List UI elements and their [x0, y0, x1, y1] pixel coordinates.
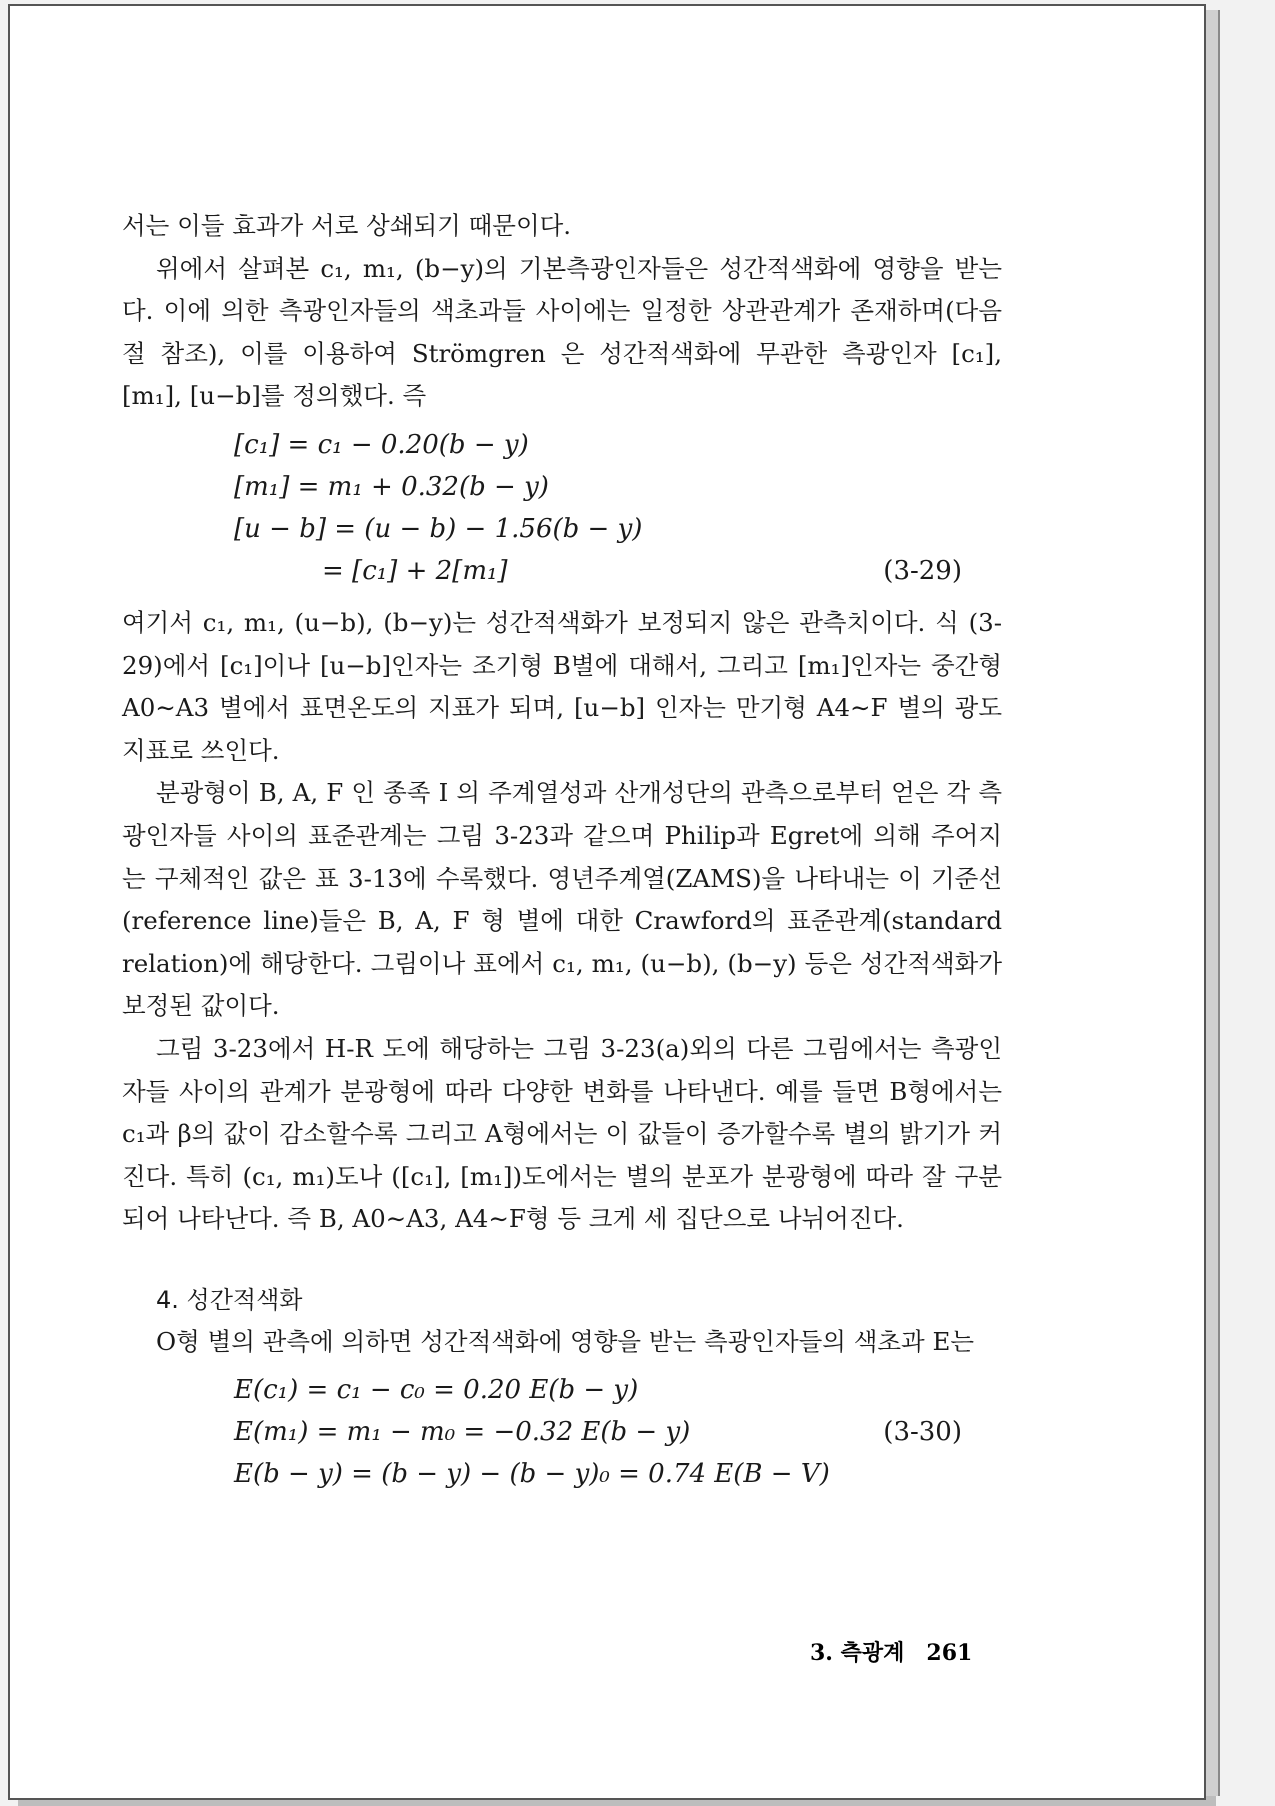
paragraph-4: 분광형이 B, A, F 인 종족 I 의 주계열성과 산개성단의 관측으로부터 얻은 각 측광인자들 사이의 표준관계는 그림 3-23과 같으며 Philip과 Egret에 의해 주어지는 구체적인 값은 표 3-13에 수록했다. 영년주계열(ZAMS)을 나타내는 이 기준선(reference line)들은 B, A, F 형 별에 대한 Crawford의 표준관계(standard relation)에 해당한다. 그림이나 표에서 c₁, m₁, (u−b), (b−y) 등은 성간적색화가 보정된 값이다.	[122, 778, 1002, 1021]
equation-line-text: E(m₁) = m₁ − m₀ = −0.32 E(b − y)	[234, 1417, 691, 1448]
equation-number: (3-30)	[883, 1417, 962, 1448]
equation-line	[234, 550, 1002, 592]
equation-line: [m₁] = m₁ + 0.32(b − y)	[234, 471, 549, 502]
equation-line-text: = [c₁] + 2[m₁]	[322, 555, 508, 586]
paragraph-2: 위에서 살펴본 c₁, m₁, (b−y)의 기본측광인자들은 성간적색화에 영향을 받는다. 이에 의한 측광인자들의 색초과들 사이에는 일정한 상관관계가 존재하며(다음 절 참조), 이를 이용하여 Strömgren 은 성간적색화에 무관한 측광인자 [c₁], [m₁], [u−b]를 정의했다. 즉	[122, 253, 1002, 411]
paragraph-6: O형 별의 관측에 의하면 성간적색화에 영향을 받는 측광인자들의 색초과 E는	[156, 1326, 975, 1356]
equation-line	[234, 1411, 1002, 1453]
equation-line: [c₁] = c₁ − 0.20(b − y)	[234, 429, 529, 460]
paragraph-5: 그림 3-23에서 H-R 도에 해당하는 그림 3-23(a)외의 다른 그림에서는 측광인자들 사이의 관계가 분광형에 따라 다양한 변화를 나타낸다. 예를 들면 B형에서는 c₁과 β의 값이 감소할수록 그리고 A형에서는 이 값들이 증가할수록 별의 밝기가 커진다. 특히 (c₁, m₁)도나 ([c₁], [m₁])도에서는 별의 분포가 분광형에 따라 잘 구분되어 나타난다. 즉 B, A0∼A3, A4∼F형 등 크게 세 집단으로 나뉘어진다.	[122, 1033, 1002, 1234]
page-edge	[1206, 10, 1220, 1796]
section-heading: 4. 성간적색화	[156, 1285, 303, 1314]
equation-line: E(c₁) = c₁ − c₀ = 0.20 E(b − y)	[234, 1375, 639, 1406]
equation-block-3-29	[234, 424, 1002, 592]
equation-line: E(b − y) = (b − y) − (b − y)₀ = 0.74 E(B − V)	[234, 1459, 830, 1490]
page-number: 261	[926, 1640, 973, 1666]
equation-line: [u − b] = (u − b) − 1.56(b − y)	[234, 513, 643, 544]
paragraph-1: 서는 이들 효과가 서로 상쇄되기 때문이다.	[122, 211, 572, 240]
page-footer	[810, 1636, 994, 1667]
paragraph-3: 여기서 c₁, m₁, (u−b), (b−y)는 성간적색화가 보정되지 않은 관측치이다. 식 (3-29)에서 [c₁]이나 [u−b]인자는 조기형 B별에 대해서, 그리고 [m₁]인자는 중간형 A0∼A3 별에서 표면온도의 지표가 되며, [u−b] 인자는 만기형 A4∼F 별의 광도지표로 쓰인다.	[122, 607, 1002, 765]
equation-number: (3-29)	[883, 555, 962, 586]
page-content	[122, 205, 1002, 1505]
running-footer-chapter: 3. 측광계	[810, 1640, 905, 1666]
equation-block-3-30	[234, 1369, 1002, 1495]
